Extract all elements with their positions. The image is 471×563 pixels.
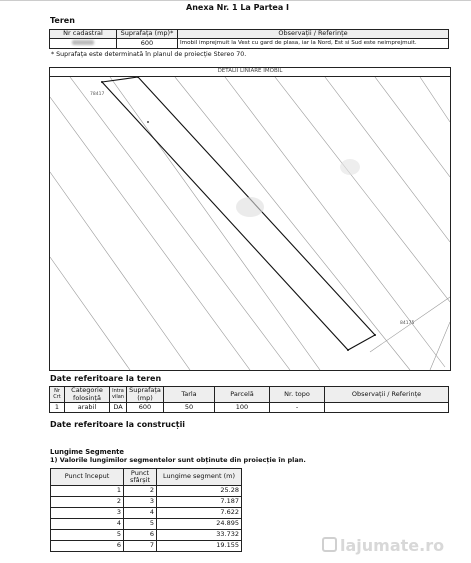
date-teren-table	[49, 386, 449, 413]
th-lungime: Lungime segment (m)	[157, 469, 242, 486]
cell-categorie: arabil	[65, 403, 110, 413]
cell-topo: -	[270, 403, 325, 413]
plan-title: DETALII LINIARE IMOBIL	[50, 69, 450, 77]
cell-intravilan: DA	[110, 403, 127, 413]
table-row	[51, 508, 242, 519]
cell-start: 4	[51, 519, 124, 530]
th-nr-cadastral: Nr cadastral	[50, 30, 117, 39]
th-intravilan: Intra vilan	[110, 387, 127, 403]
cell-length: 24.895	[157, 519, 242, 530]
cell-start: 6	[51, 541, 124, 552]
neighbor-parcel-lines	[50, 77, 450, 370]
table-row	[51, 541, 242, 552]
th-nr-topo: Nr. topo	[270, 387, 325, 403]
cell-start: 1	[51, 486, 124, 497]
cell-end: 7	[124, 541, 157, 552]
th-nr-crt: Nr Crt	[50, 387, 65, 403]
watermark-logo: lajumate.ro	[322, 536, 444, 555]
parcel-vertices	[101, 77, 376, 351]
segmente-subtitle: 1) Valorile lungimilor segmentelor sunt obținute din proiecție în plan.	[50, 456, 306, 464]
page-title: Anexa Nr. 1 La Partea I	[186, 3, 290, 12]
cell-obs	[325, 403, 449, 413]
th-punct-inceput: Punct început	[51, 469, 124, 486]
table-row	[51, 497, 242, 508]
teren-footnote: * Suprafața este determinată în planul de proiecție Stereo 70.	[51, 51, 247, 58]
cell-end: 5	[124, 519, 157, 530]
cell-parcela: 100	[215, 403, 270, 413]
table-row	[51, 519, 242, 530]
segmente-title: Lungime Segmente	[50, 448, 125, 456]
cell-end: 3	[124, 497, 157, 508]
date-constructii-title: Date referitoare la construcții	[50, 420, 186, 429]
neighbor-label-left: 78417	[90, 92, 105, 97]
table-row	[51, 486, 242, 497]
teren-section-title: Teren	[50, 16, 75, 25]
teren-row	[50, 39, 449, 49]
th-suprafata: Suprafața (mp)*	[117, 30, 178, 39]
plan-drawing	[50, 77, 450, 370]
segmente-table	[50, 468, 242, 552]
th-parcela: Parcelă	[215, 387, 270, 403]
cell-start: 2	[51, 497, 124, 508]
cell-length: 7.622	[157, 508, 242, 519]
parcel-outline	[102, 77, 375, 350]
cell-length: 7.187	[157, 497, 242, 508]
cell-nr: 1	[50, 403, 65, 413]
teren-table	[49, 29, 449, 49]
th-punct-sfarsit: Punct sfârșit	[124, 469, 157, 486]
date-teren-title: Date referitoare la teren	[50, 374, 162, 383]
blur-spot	[340, 159, 360, 175]
cell-start: 5	[51, 530, 124, 541]
th-observatii: Observații / Referințe	[178, 30, 449, 39]
th-observatii-2: Observații / Referințe	[325, 387, 449, 403]
th-suprafata-2: Suprafața (mp)	[127, 387, 164, 403]
cell-length: 19.155	[157, 541, 242, 552]
table-row	[50, 403, 449, 413]
watermark-icon	[322, 537, 337, 552]
cell-end: 6	[124, 530, 157, 541]
cell-start: 3	[51, 508, 124, 519]
plan-frame	[49, 67, 451, 371]
blur-spot	[236, 197, 264, 217]
cell-suprafata-2: 600	[127, 403, 164, 413]
cell-end: 4	[124, 508, 157, 519]
top-border	[0, 0, 471, 1]
cell-suprafata: 600	[117, 39, 178, 49]
th-tarla: Tarla	[164, 387, 215, 403]
cell-tarla: 50	[164, 403, 215, 413]
th-categorie: Categorie folosință	[65, 387, 110, 403]
cell-length: 25.28	[157, 486, 242, 497]
redacted-blur	[72, 40, 94, 45]
cell-end: 2	[124, 486, 157, 497]
neighbor-label-right: 84175	[400, 321, 415, 326]
table-row	[51, 530, 242, 541]
cell-nr-cadastral	[50, 39, 117, 49]
cell-observatii: Imobil imprejmuit la Vest cu gard de plasa, iar la Nord, Est si Sud este neimprejmuit.	[178, 39, 449, 49]
cell-length: 33.732	[157, 530, 242, 541]
